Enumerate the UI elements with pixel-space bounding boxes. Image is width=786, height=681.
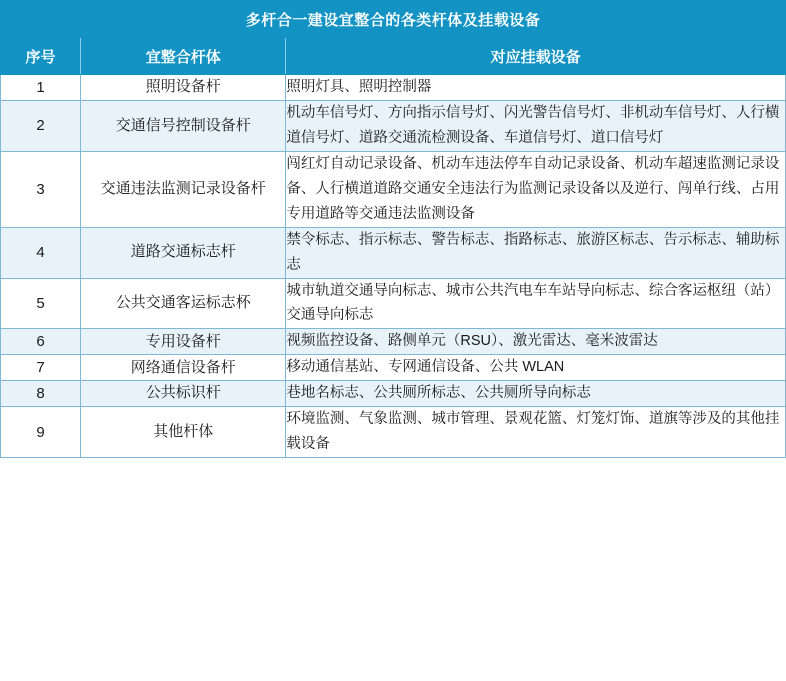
table-row	[1, 151, 786, 227]
row-pole-type: 照明设备杆	[81, 75, 286, 101]
table-row	[1, 75, 786, 101]
table-title-row	[1, 1, 786, 38]
row-pole-type: 交通信号控制设备杆	[81, 100, 286, 151]
row-number: 3	[1, 151, 81, 227]
table-header-row	[1, 38, 786, 75]
row-device-list: 闯红灯自动记录设备、机动车违法停车自动记录设备、机动车超速监测记录设备、人行横道道路交通安全违法行为监测记录设备以及逆行、闯单行线、占用专用道路等交通违法监测设备	[286, 151, 786, 227]
row-device-list: 城市轨道交通导向标志、城市公共汽电车车站导向标志、综合客运枢纽（站）交通导向标志	[286, 278, 786, 329]
column-header-no: 序号	[1, 38, 81, 75]
row-device-list: 移动通信基站、专网通信设备、公共 WLAN	[286, 355, 786, 381]
row-number: 6	[1, 329, 81, 355]
row-number: 2	[1, 100, 81, 151]
column-header-pole: 宜整合杆体	[81, 38, 286, 75]
row-pole-type: 公共标识杆	[81, 381, 286, 407]
row-pole-type: 其他杆体	[81, 407, 286, 458]
table-row	[1, 381, 786, 407]
row-pole-type: 道路交通标志杆	[81, 227, 286, 278]
row-number: 5	[1, 278, 81, 329]
table-row	[1, 355, 786, 381]
row-number: 4	[1, 227, 81, 278]
row-device-list: 巷地名标志、公共厕所标志、公共厕所导向标志	[286, 381, 786, 407]
row-device-list: 环境监测、气象监测、城市管理、景观花篮、灯笼灯饰、道旗等涉及的其他挂载设备	[286, 407, 786, 458]
table-row	[1, 407, 786, 458]
row-pole-type: 公共交通客运标志杯	[81, 278, 286, 329]
row-device-list: 禁令标志、指示标志、警告标志、指路标志、旅游区标志、告示标志、辅助标志	[286, 227, 786, 278]
table-row	[1, 329, 786, 355]
table-title: 多杆合一建设宜整合的各类杆体及挂载设备	[1, 1, 786, 38]
row-number: 7	[1, 355, 81, 381]
row-pole-type: 专用设备杆	[81, 329, 286, 355]
row-number: 1	[1, 75, 81, 101]
table-row	[1, 278, 786, 329]
column-header-device: 对应挂载设备	[286, 38, 786, 75]
row-pole-type: 网络通信设备杆	[81, 355, 286, 381]
row-device-list: 机动车信号灯、方向指示信号灯、闪光警告信号灯、非机动车信号灯、人行横道信号灯、道路交通流检测设备、车道信号灯、道口信号灯	[286, 100, 786, 151]
row-number: 9	[1, 407, 81, 458]
table-row	[1, 100, 786, 151]
row-number: 8	[1, 381, 81, 407]
row-pole-type: 交通违法监测记录设备杆	[81, 151, 286, 227]
row-device-list: 视频监控设备、路侧单元（RSU）、激光雷达、毫米波雷达	[286, 329, 786, 355]
row-device-list: 照明灯具、照明控制器	[286, 75, 786, 101]
table-row	[1, 227, 786, 278]
